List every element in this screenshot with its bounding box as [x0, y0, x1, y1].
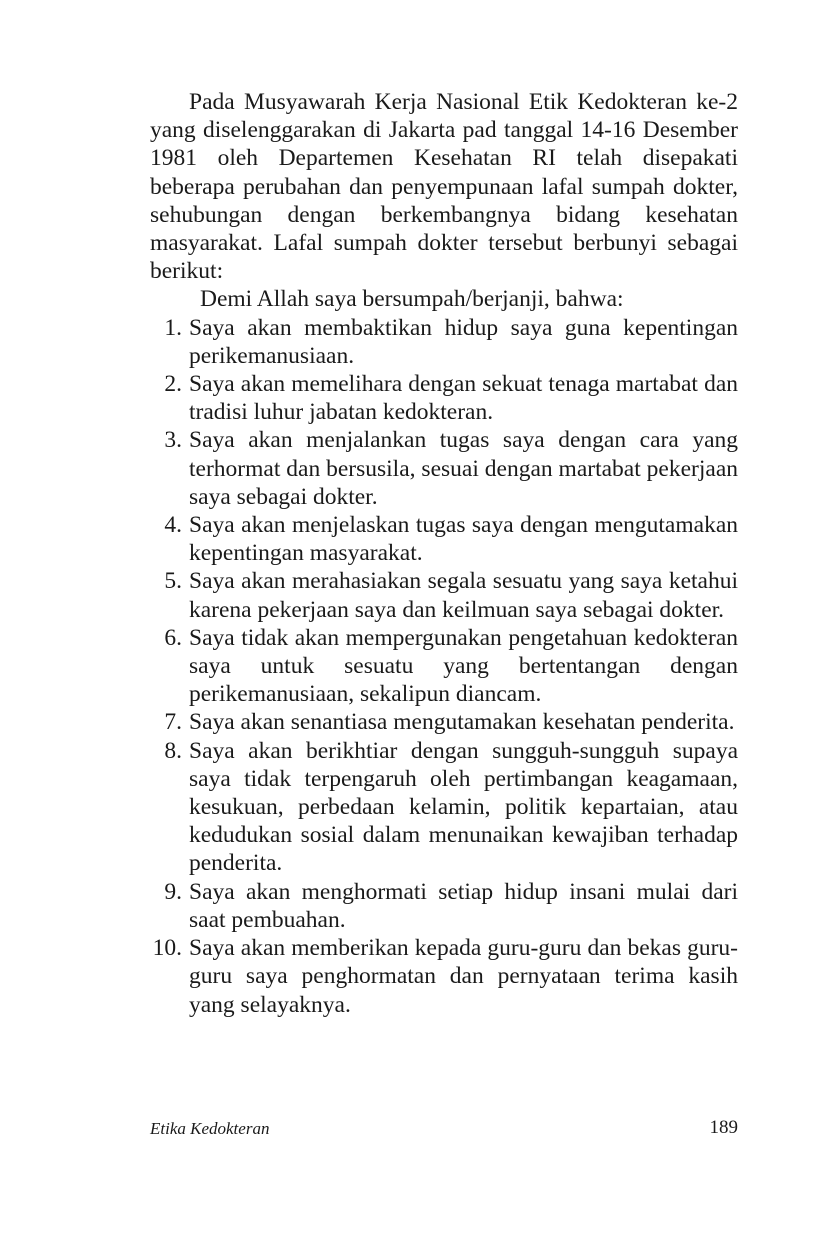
oath-list [150, 314, 738, 1019]
item-number: 6. [164, 624, 182, 651]
item-number: 1. [164, 314, 182, 341]
item-text: Saya akan merahasiakan segala sesuatu yang saya ketahui karena pekerjaan saya dan keilmuan saya sebagai dokter. [189, 568, 738, 623]
running-footer-title: Etika Kedokteran [150, 1119, 270, 1138]
item-text: Saya akan memberikan kepada guru-guru dan bekas guru-guru saya penghormatan dan pernyataan terima kasih yang selayaknya. [189, 935, 738, 1018]
item-number: 4. [164, 512, 182, 539]
item-number: 5. [164, 568, 182, 595]
list-item [150, 567, 738, 623]
list-item [150, 426, 738, 511]
list-item [150, 934, 738, 1019]
item-number: 9. [164, 878, 182, 905]
item-text: Saya akan menjelaskan tugas saya dengan mengutamakan kepentingan masyarakat. [189, 512, 738, 567]
list-item [150, 708, 738, 736]
item-text: Saya akan menjalankan tugas saya dengan cara yang terhormat dan bersusila, sesuai dengan martabat pekerjaan saya sebagai dokter. [189, 427, 738, 510]
item-number: 7. [164, 709, 182, 736]
item-number: 3. [164, 427, 182, 454]
list-item [150, 737, 738, 878]
list-item [150, 624, 738, 709]
item-text: Saya akan senantiasa mengutamakan kesehatan penderita. [189, 709, 735, 736]
list-item [150, 314, 738, 370]
item-number: 2. [164, 371, 182, 398]
page-body [150, 88, 738, 1019]
item-text: Saya akan berikhtiar dengan sungguh-sungguh supaya saya tidak terpengaruh oleh pertimbangan keagamaan, kesukuan, perbedaan kelamin, politik kepartaian, atau kedudukan sosial dalam menunaikan kewajiban terhadap penderita. [189, 737, 738, 877]
item-text: Saya akan memelihara dengan sekuat tenaga martabat dan tradisi luhur jabatan kedokteran. [189, 371, 738, 426]
list-item [150, 511, 738, 567]
item-text: Saya akan menghormati setiap hidup insani mulai dari saat pembuahan. [189, 878, 738, 933]
list-item [150, 878, 738, 934]
list-item [150, 370, 738, 426]
page-number: 189 [709, 1117, 738, 1138]
intro-paragraph: Pada Musyawarah Kerja Nasional Etik Kedokteran ke-2 yang diselenggarakan di Jakarta pad tanggal 14-16 Desember 1981 oleh Departemen Kesehatan RI telah disepakati beberapa perubahan dan penyempunaan lafal sumpah dokter, sehubungan dengan berkembangnya bidang kesehatan masyarakat. Lafal sumpah dokter tersebut berbunyi sebagai berikut: [150, 89, 738, 285]
item-number: 10. [152, 935, 182, 962]
oath-opening: Demi Allah saya bersumpah/berjanji, bahwa: [200, 286, 624, 313]
item-text: Saya tidak akan mempergunakan pengetahuan kedokteran saya untuk sesuatu yang bertentangan dengan perikemanusiaan, sekalipun diancam. [189, 624, 738, 708]
item-number: 8. [164, 737, 182, 764]
item-text: Saya akan membaktikan hidup saya guna kepentingan perikemanusiaan. [189, 314, 738, 369]
